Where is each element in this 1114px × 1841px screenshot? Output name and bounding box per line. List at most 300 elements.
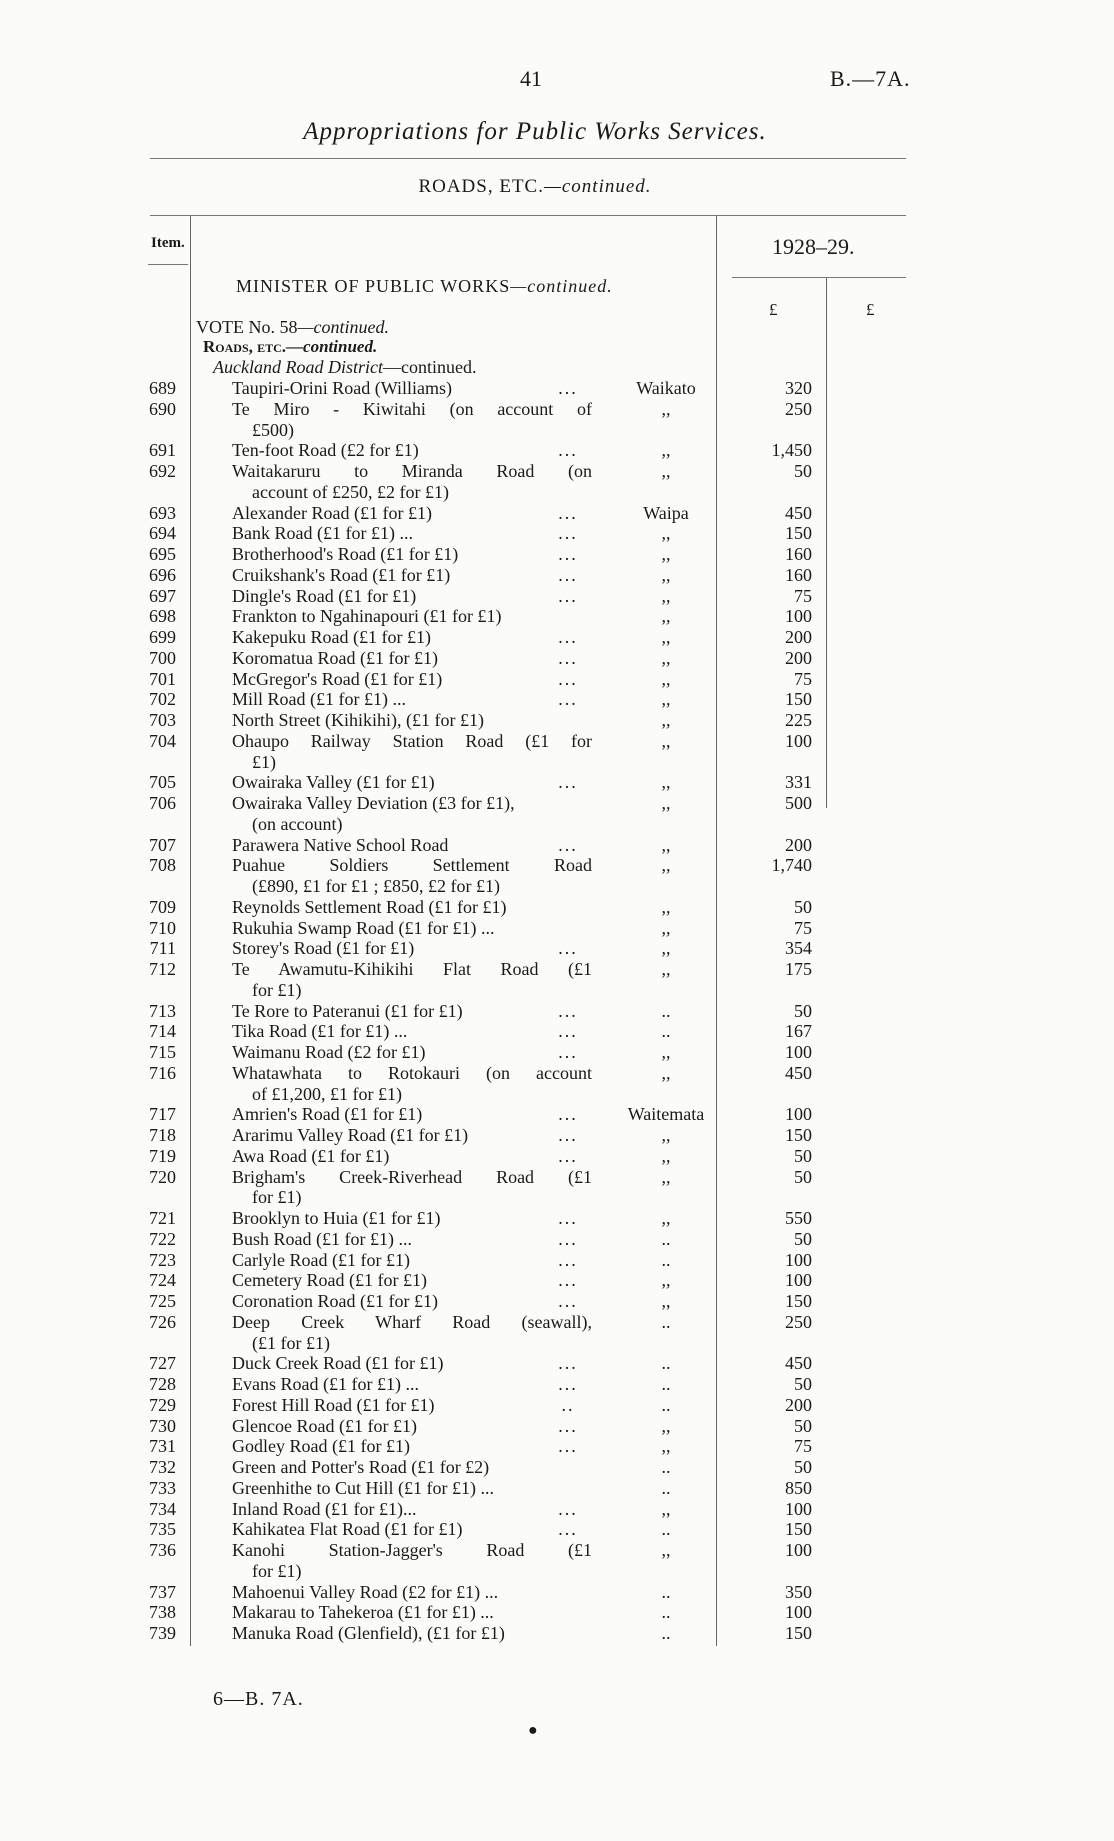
- leader-dots: ...: [558, 1145, 578, 1166]
- item-description: Bush Road (£1 for £1) ...: [232, 1228, 412, 1249]
- item-number: 737: [149, 1581, 176, 1602]
- pound-sign-first: £: [769, 300, 778, 319]
- item-amount: 1,450: [771, 440, 812, 461]
- item-column-header: Item.: [151, 235, 185, 251]
- item-number: 689: [149, 378, 176, 398]
- item-description: for £1): [252, 1187, 302, 1208]
- table-row: [0, 1540, 1114, 1560]
- leader-dots: ...: [558, 378, 578, 398]
- leader-dots: ...: [558, 1519, 578, 1540]
- item-amount: 1,740: [771, 855, 812, 876]
- item-number: 735: [149, 1519, 176, 1540]
- item-description: Carlyle Road (£1 for £1): [232, 1249, 410, 1270]
- item-district: ,,: [661, 647, 671, 668]
- item-district: ..: [661, 1457, 671, 1477]
- item-district: Waipa: [643, 502, 689, 523]
- item-description: Forest Hill Road (£1 for £1): [232, 1394, 435, 1415]
- table-row: [0, 1602, 1114, 1622]
- page-number: 41: [520, 66, 542, 91]
- item-number: 709: [149, 896, 176, 917]
- item-description: (£1 for £1): [252, 1332, 330, 1353]
- district-heading-suffix: —continued.: [382, 357, 477, 377]
- item-number: 706: [149, 793, 176, 813]
- leader-dots: ...: [558, 502, 578, 523]
- table-row: [0, 1374, 1114, 1394]
- item-description: Bank Road (£1 for £1) ...: [232, 523, 413, 544]
- roads-subheading: [203, 337, 377, 357]
- item-amount: 550: [785, 1208, 812, 1228]
- item-description: Frankton to Ngahinapouri (£1 for £1): [232, 606, 502, 627]
- item-number: 699: [149, 627, 176, 647]
- table-row: [0, 1021, 1114, 1041]
- item-number: 719: [149, 1145, 176, 1166]
- item-description: Evans Road (£1 for £1) ...: [232, 1374, 419, 1394]
- item-description: Greenhithe to Cut Hill (£1 for £1) ...: [232, 1477, 494, 1498]
- item-district: ..: [661, 1519, 671, 1540]
- item-number: 722: [149, 1228, 176, 1249]
- title-rule: [150, 158, 906, 159]
- item-district: ,,: [661, 1125, 671, 1145]
- item-amount: 50: [794, 1374, 812, 1394]
- leader-dots: ...: [558, 1415, 578, 1436]
- table-row: [0, 793, 1114, 813]
- leader-dots: ...: [558, 1228, 578, 1249]
- item-description: Waimanu Road (£2 for £1): [232, 1042, 426, 1062]
- leader-dots: ...: [558, 1374, 578, 1394]
- item-description: Rukuhia Swamp Road (£1 for £1) ...: [232, 917, 495, 938]
- item-number: 694: [149, 523, 176, 544]
- item-district: ,,: [661, 1042, 671, 1062]
- table-row: [0, 1042, 1114, 1062]
- leader-dots: ...: [558, 1208, 578, 1228]
- table-row: [0, 1229, 1114, 1249]
- item-description: Ten-foot Road (£2 for £1): [232, 440, 419, 461]
- item-description: Dingle's Road (£1 for £1): [232, 585, 417, 606]
- item-description: Kanohi Station-Jagger's Road (£1: [232, 1540, 592, 1560]
- item-description: Te Rore to Pateranui (£1 for £1): [232, 1000, 463, 1021]
- table-row: [0, 1416, 1114, 1436]
- item-district: ,,: [661, 1415, 671, 1436]
- item-description: Mill Road (£1 for £1) ...: [232, 689, 406, 710]
- item-description: Glencoe Road (£1 for £1): [232, 1415, 417, 1436]
- leader-dots: ...: [558, 1270, 578, 1291]
- vote-heading-text: VOTE No. 58: [196, 317, 298, 337]
- item-description: Awa Road (£1 for £1): [232, 1145, 390, 1166]
- item-amount: 500: [785, 793, 812, 813]
- item-number: 708: [149, 855, 176, 876]
- vote-heading-suffix: —continued.: [297, 317, 389, 337]
- table-row: [0, 461, 1114, 481]
- table-row: [0, 980, 1114, 1000]
- table-row: [0, 378, 1114, 398]
- item-amount: 450: [785, 502, 812, 523]
- item-description: (on account): [252, 813, 343, 834]
- item-description: North Street (Kihikihi), (£1 for £1): [232, 710, 484, 730]
- item-description: McGregor's Road (£1 for £1): [232, 668, 443, 689]
- leader-dots: ...: [558, 1498, 578, 1519]
- item-district: ,,: [661, 1270, 671, 1291]
- item-description: Koromatua Road (£1 for £1): [232, 647, 438, 668]
- item-district: ,,: [661, 398, 671, 419]
- item-district: ,,: [661, 1436, 671, 1457]
- item-number: 738: [149, 1602, 176, 1623]
- table-row: [0, 523, 1114, 543]
- item-amount: 350: [785, 1581, 812, 1602]
- table-row: [0, 1291, 1114, 1311]
- table-row: [0, 1582, 1114, 1602]
- table-row: [0, 606, 1114, 626]
- item-number: 711: [149, 938, 176, 959]
- item-description: Kahikatea Flat Road (£1 for £1): [232, 1519, 463, 1540]
- item-number: 698: [149, 606, 176, 627]
- table-row: [0, 897, 1114, 917]
- item-amount: 200: [785, 627, 812, 647]
- item-number: 713: [149, 1000, 176, 1021]
- district-heading-name: Auckland Road District: [213, 357, 383, 377]
- item-amount: 100: [785, 730, 812, 751]
- item-district: ,,: [661, 606, 671, 627]
- item-number: 696: [149, 564, 176, 585]
- table-row: [0, 772, 1114, 792]
- item-description: account of £250, £2 for £1): [252, 481, 449, 502]
- pound-sign-second: £: [866, 300, 875, 319]
- item-district: ,,: [661, 627, 671, 647]
- table-row: [0, 814, 1114, 834]
- item-description: Mahoenui Valley Road (£2 for £1) ...: [232, 1581, 499, 1602]
- table-row: [0, 586, 1114, 606]
- item-amount: 50: [794, 461, 812, 481]
- item-district: ..: [661, 1581, 671, 1602]
- leader-dots: ...: [558, 627, 578, 647]
- item-number: 693: [149, 502, 176, 523]
- table-row: [0, 420, 1114, 440]
- item-description: Green and Potter's Road (£1 for £2): [232, 1457, 490, 1477]
- item-district: ,,: [661, 1062, 671, 1083]
- table-row: [0, 1499, 1114, 1519]
- table-row: [0, 565, 1114, 585]
- item-amount: 320: [785, 378, 812, 398]
- item-amount: 331: [785, 772, 812, 793]
- minister-heading-text: MINISTER OF PUBLIC WORKS: [236, 276, 511, 296]
- item-district: ..: [661, 1021, 671, 1042]
- year-header-rule: [732, 277, 906, 278]
- item-amount: 250: [785, 1311, 812, 1332]
- item-number: 707: [149, 834, 176, 855]
- item-district: ,,: [661, 1166, 671, 1187]
- item-amount: 75: [794, 1436, 812, 1457]
- leader-dots: ...: [558, 834, 578, 855]
- leader-dots: ..: [561, 1394, 575, 1415]
- item-amount: 100: [785, 1602, 812, 1623]
- footer-signature: 6—B. 7A.: [213, 1688, 304, 1710]
- item-number: 724: [149, 1270, 176, 1291]
- leader-dots: ...: [558, 1042, 578, 1062]
- item-number: 732: [149, 1457, 176, 1477]
- table-row: [0, 440, 1114, 460]
- item-amount: 50: [794, 896, 812, 917]
- item-amount: 160: [785, 544, 812, 564]
- item-district: ..: [661, 1602, 671, 1623]
- item-district: Waikato: [636, 378, 696, 398]
- table-row: [0, 1063, 1114, 1083]
- table-row: [0, 938, 1114, 958]
- item-amount: 150: [785, 523, 812, 544]
- item-district: ,,: [661, 855, 671, 876]
- table-row: [0, 1353, 1114, 1373]
- item-amount: 850: [785, 1477, 812, 1498]
- item-amount: 50: [794, 1457, 812, 1477]
- item-number: 727: [149, 1353, 176, 1374]
- table-row: [0, 1187, 1114, 1207]
- item-description: Te Awamutu-Kihikihi Flat Road (£1: [232, 959, 592, 979]
- table-row: [0, 1457, 1114, 1477]
- table-row: [0, 669, 1114, 689]
- item-amount: 50: [794, 1228, 812, 1249]
- item-number: 729: [149, 1394, 176, 1415]
- roads-subheading-text: Roads, etc.: [203, 337, 287, 356]
- item-number: 725: [149, 1291, 176, 1311]
- item-number: 715: [149, 1042, 176, 1062]
- item-description: Brooklyn to Huia (£1 for £1): [232, 1208, 441, 1228]
- item-district: ,,: [661, 959, 671, 979]
- table-row: [0, 1623, 1114, 1643]
- item-description: Taupiri-Orini Road (Williams): [232, 378, 452, 398]
- item-district: ..: [661, 1623, 671, 1643]
- item-number: 717: [149, 1104, 176, 1125]
- item-number: 716: [149, 1062, 176, 1083]
- leader-dots: ...: [558, 1436, 578, 1457]
- item-district: ,,: [661, 730, 671, 751]
- item-number: 718: [149, 1125, 176, 1145]
- item-amount: 75: [794, 668, 812, 689]
- item-description: for £1): [252, 1560, 302, 1581]
- table-top-rule: [150, 215, 906, 216]
- item-district: ,,: [661, 1291, 671, 1311]
- roads-subheading-suffix: —continued.: [286, 337, 378, 356]
- item-amount: 75: [794, 917, 812, 938]
- item-district: ,,: [661, 710, 671, 730]
- table-row: [0, 1478, 1114, 1498]
- item-description: for £1): [252, 979, 302, 1000]
- table-row: [0, 1561, 1114, 1581]
- item-amount: 150: [785, 1291, 812, 1311]
- item-description: Puahue Soldiers Settlement Road: [232, 855, 592, 876]
- vote-heading: [196, 317, 389, 338]
- leader-dots: ...: [558, 647, 578, 668]
- item-description: Owairaka Valley Deviation (£3 for £1),: [232, 793, 515, 813]
- item-number: 739: [149, 1623, 176, 1643]
- item-amount: 50: [794, 1166, 812, 1187]
- item-amount: 160: [785, 564, 812, 585]
- item-district: ,,: [661, 585, 671, 606]
- item-description: Manuka Road (Glenfield), (£1 for £1): [232, 1623, 505, 1643]
- item-number: 730: [149, 1415, 176, 1436]
- item-district: ,,: [661, 938, 671, 959]
- table-row: [0, 399, 1114, 419]
- item-district: ,,: [661, 523, 671, 544]
- item-description: Waitakaruru to Miranda Road (on: [232, 461, 592, 481]
- table-row: [0, 482, 1114, 502]
- item-district: ,,: [661, 689, 671, 710]
- leader-dots: ...: [558, 523, 578, 544]
- item-description: Owairaka Valley (£1 for £1): [232, 772, 435, 793]
- item-amount: 200: [785, 834, 812, 855]
- item-number: 697: [149, 585, 176, 606]
- item-district: ,,: [661, 1540, 671, 1560]
- item-number: 714: [149, 1021, 176, 1042]
- item-district: ,,: [661, 440, 671, 461]
- item-amount: 450: [785, 1353, 812, 1374]
- item-district: ,,: [661, 1208, 671, 1228]
- table-row: [0, 1146, 1114, 1166]
- item-description: of £1,200, £1 for £1): [252, 1083, 402, 1104]
- table-row: [0, 1208, 1114, 1228]
- item-number: 695: [149, 544, 176, 564]
- item-description: Amrien's Road (£1 for £1): [232, 1104, 423, 1125]
- item-district: ,,: [661, 834, 671, 855]
- item-description: Ohaupo Railway Station Road (£1 for: [232, 730, 592, 751]
- item-amount: 150: [785, 689, 812, 710]
- leader-dots: ...: [558, 1021, 578, 1042]
- item-description: Ararimu Valley Road (£1 for £1): [232, 1125, 469, 1145]
- item-amount: 100: [785, 1249, 812, 1270]
- section-title-text: ROADS, ETC.: [418, 176, 544, 197]
- item-number: 700: [149, 647, 176, 668]
- table-row: [0, 544, 1114, 564]
- table-row: [0, 1104, 1114, 1124]
- item-description: (£890, £1 for £1 ; £850, £2 for £1): [252, 876, 500, 896]
- leader-dots: ...: [558, 1353, 578, 1374]
- item-number: 720: [149, 1166, 176, 1187]
- item-number: 705: [149, 772, 176, 793]
- table-row: [0, 1250, 1114, 1270]
- item-district: ..: [661, 1374, 671, 1394]
- item-district: ,,: [661, 1498, 671, 1519]
- table-row: [0, 1084, 1114, 1104]
- item-description: Tika Road (£1 for £1) ...: [232, 1021, 408, 1042]
- item-district: ,,: [661, 564, 671, 585]
- item-district: ,,: [661, 668, 671, 689]
- table-row: [0, 1312, 1114, 1332]
- item-district: ,,: [661, 772, 671, 793]
- item-number: 692: [149, 461, 176, 481]
- ink-mark: ●: [528, 1722, 538, 1739]
- item-description: Cruikshank's Road (£1 for £1): [232, 564, 451, 585]
- item-description: £1): [252, 751, 276, 772]
- item-district: Waitemata: [627, 1104, 705, 1125]
- item-amount: 250: [785, 398, 812, 419]
- item-amount: 50: [794, 1145, 812, 1166]
- table-row: [0, 1270, 1114, 1290]
- item-district: ,,: [661, 1145, 671, 1166]
- leader-dots: ...: [558, 689, 578, 710]
- item-amount: 150: [785, 1623, 812, 1643]
- leader-dots: ...: [558, 938, 578, 959]
- table-row: [0, 1519, 1114, 1539]
- item-number: 728: [149, 1374, 176, 1394]
- table-row: [0, 855, 1114, 875]
- item-district: ,,: [661, 544, 671, 564]
- item-district: ..: [661, 1311, 671, 1332]
- item-amount: 100: [785, 1042, 812, 1062]
- item-number: 721: [149, 1208, 176, 1228]
- item-amount: 200: [785, 1394, 812, 1415]
- item-description: Coronation Road (£1 for £1): [232, 1291, 438, 1311]
- table-row: [0, 627, 1114, 647]
- table-row: [0, 835, 1114, 855]
- item-description: Reynolds Settlement Road (£1 for £1): [232, 896, 507, 917]
- item-number: 736: [149, 1540, 176, 1560]
- running-title: Appropriations for Public Works Services.: [303, 118, 767, 145]
- minister-heading-suffix: —continued.: [510, 276, 613, 296]
- leader-dots: ...: [558, 1249, 578, 1270]
- leader-dots: ...: [558, 1291, 578, 1311]
- item-number: 733: [149, 1477, 176, 1498]
- table-row: [0, 1436, 1114, 1456]
- item-amount: 150: [785, 1519, 812, 1540]
- item-number: 702: [149, 689, 176, 710]
- leader-dots: ...: [558, 440, 578, 461]
- item-amount: 75: [794, 585, 812, 606]
- table-row: [0, 710, 1114, 730]
- year-column-header: 1928–29.: [772, 234, 855, 259]
- table-row: [0, 918, 1114, 938]
- item-description: Kakepuku Road (£1 for £1): [232, 627, 431, 647]
- table-row: [0, 959, 1114, 979]
- item-district: ,,: [661, 917, 671, 938]
- item-amount: 150: [785, 1125, 812, 1145]
- leader-dots: ...: [558, 564, 578, 585]
- leader-dots: ...: [558, 1104, 578, 1125]
- table-row: [0, 689, 1114, 709]
- item-number: 701: [149, 668, 176, 689]
- item-amount: 100: [785, 1540, 812, 1560]
- item-description: Brotherhood's Road (£1 for £1): [232, 544, 459, 564]
- item-amount: 100: [785, 1270, 812, 1291]
- item-number: 723: [149, 1249, 176, 1270]
- item-number: 731: [149, 1436, 176, 1457]
- item-description: Deep Creek Wharf Road (seawall),: [232, 1311, 592, 1332]
- table-row: [0, 731, 1114, 751]
- item-number: 691: [149, 440, 176, 461]
- leader-dots: ...: [558, 772, 578, 793]
- item-description: Duck Creek Road (£1 for £1): [232, 1353, 444, 1374]
- item-description: Alexander Road (£1 for £1): [232, 502, 432, 523]
- item-number: 726: [149, 1311, 176, 1332]
- item-description: Whatawhata to Rotokauri (on account: [232, 1062, 592, 1083]
- item-header-rule: [148, 264, 188, 265]
- section-title: [0, 176, 1070, 198]
- item-description: Brigham's Creek-Riverhead Road (£1: [232, 1166, 592, 1187]
- item-description: Parawera Native School Road: [232, 834, 449, 855]
- item-district: ..: [661, 1228, 671, 1249]
- item-amount: 225: [785, 710, 812, 730]
- item-district: ,,: [661, 793, 671, 813]
- item-district: ,,: [661, 461, 671, 481]
- item-number: 704: [149, 730, 176, 751]
- item-number: 734: [149, 1498, 176, 1519]
- table-row: [0, 1125, 1114, 1145]
- item-amount: 450: [785, 1062, 812, 1083]
- item-amount: 167: [785, 1021, 812, 1042]
- item-district: ..: [661, 1353, 671, 1374]
- table-row: [0, 876, 1114, 896]
- item-description: £500): [252, 419, 294, 440]
- item-description: Makarau to Tahekeroa (£1 for £1) ...: [232, 1602, 494, 1623]
- item-number: 712: [149, 959, 176, 979]
- document-reference: B.—7A.: [830, 66, 911, 91]
- item-amount: 50: [794, 1000, 812, 1021]
